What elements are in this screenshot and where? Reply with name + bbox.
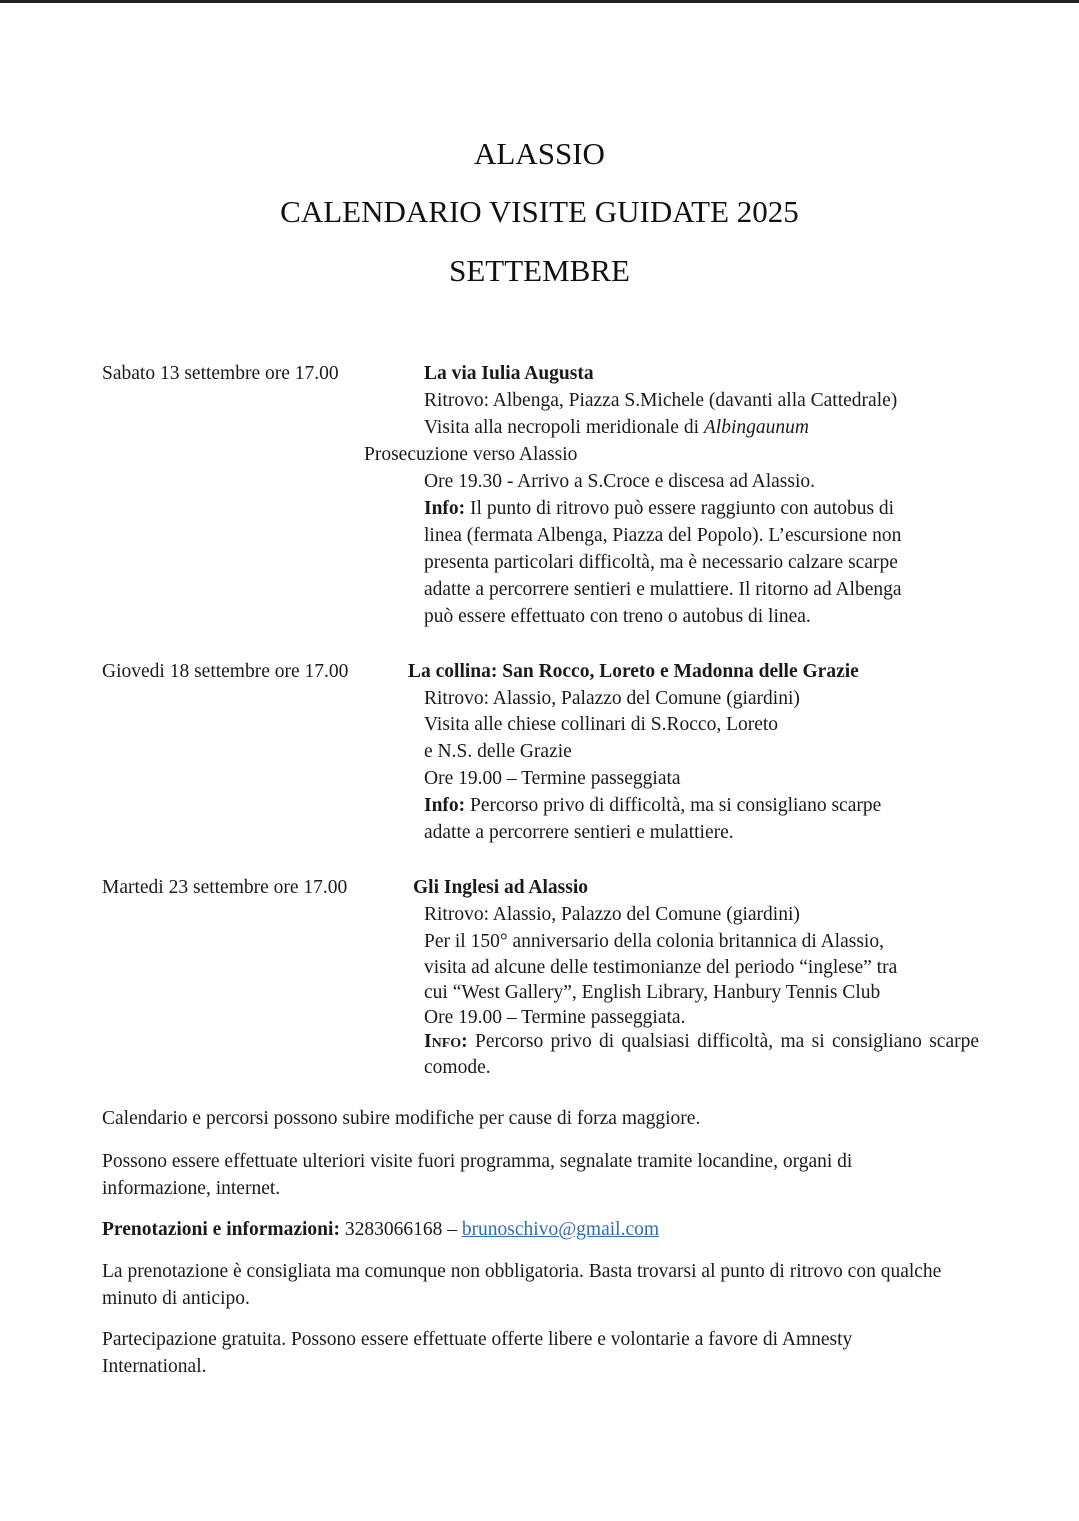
event-info: Info: Percorso privo di qualsiasi difficoltà, ma si consigliano scarpe comode. [424, 1031, 979, 1078]
top-border [0, 0, 1079, 3]
changes-note: Calendario e percorsi possono subire modifiche per cause di forza maggiore. [102, 1108, 701, 1129]
event-title: La collina: San Rocco, Loreto e Madonna delle Grazie [408, 661, 859, 682]
booking-note: La prenotazione è consigliata ma comunque non obbligatoria. Basta trovarsi al punto di ritrovo con qualche minuto di anticipo. [102, 1261, 942, 1309]
event-info-line: adatte a percorrere sentieri e mulattiere. Il ritorno ad Albenga [424, 579, 902, 600]
event-continuation: Prosecuzione verso Alassio [364, 444, 578, 465]
event-time: Ore 19.00 – Termine passeggiata. [424, 1007, 686, 1028]
event-meeting-point: Ritrovo: Alassio, Palazzo del Comune (giardini) [424, 688, 800, 709]
event-info-line: linea (fermata Albenga, Piazza del Popolo). L’escursione non [424, 525, 902, 546]
email-link[interactable]: brunoschivo@gmail.com [461, 1219, 660, 1240]
event-title: La via Iulia Augusta [424, 363, 594, 384]
event-info-line: può essere effettuato con treno o autobus di linea. [424, 606, 811, 627]
town-title: ALASSIO [474, 136, 605, 171]
event-meeting-point: Ritrovo: Alassio, Palazzo del Comune (giardini) [424, 904, 800, 925]
event-visit: Visita alla necropoli meridionale di Albingaunum [424, 417, 809, 438]
month-title: SETTEMBRE [449, 253, 630, 288]
free-participation-note: Partecipazione gratuita. Possono essere effettuate offerte libere e volontarie a favore di Amnesty International. [102, 1329, 853, 1377]
event-visit: Visita alle chiese collinari di S.Rocco, Loreto [424, 714, 779, 735]
event-visit: e N.S. delle Grazie [424, 741, 572, 762]
event-visit: Per il 150° anniversario della colonia britannica di Alassio, [424, 931, 884, 952]
event-info: Info: Percorso privo di difficoltà, ma si consigliano scarpe [424, 795, 882, 816]
event-time: Ore 19.00 – Termine passeggiata [424, 768, 681, 789]
event-info-line: adatte a percorrere sentieri e mulattiere. [424, 822, 734, 843]
event-time: Ore 19.30 - Arrivo a S.Croce e discesa ad Alassio. [424, 471, 815, 492]
calendar-title: CALENDARIO VISITE GUIDATE 2025 [280, 194, 799, 229]
event-title: Gli Inglesi ad Alassio [413, 877, 589, 898]
event-info: Info: Il punto di ritrovo può essere raggiunto con autobus di [424, 498, 895, 519]
event-date: Giovedi 18 settembre ore 17.00 [102, 661, 349, 682]
event-date: Martedi 23 settembre ore 17.00 [102, 877, 348, 898]
event-meeting-point: Ritrovo: Albenga, Piazza S.Michele (davanti alla Cattedrale) [424, 390, 898, 411]
event-visit: cui “West Gallery”, English Library, Hanbury Tennis Club [424, 982, 881, 1003]
extra-visits-note: Possono essere effettuate ulteriori visite fuori programma, segnalate tramite locandine, organi di informazione, internet. [102, 1151, 853, 1199]
event-visit: visita ad alcune delle testimonianze del periodo “inglese” tra [424, 957, 898, 978]
event-info-line: presenta particolari difficoltà, ma è necessario calzare scarpe [424, 552, 898, 573]
event-date: Sabato 13 settembre ore 17.00 [102, 363, 339, 384]
booking-info: Prenotazioni e informazioni: 3283066168 – brunoschivo@gmail.com [102, 1219, 660, 1240]
